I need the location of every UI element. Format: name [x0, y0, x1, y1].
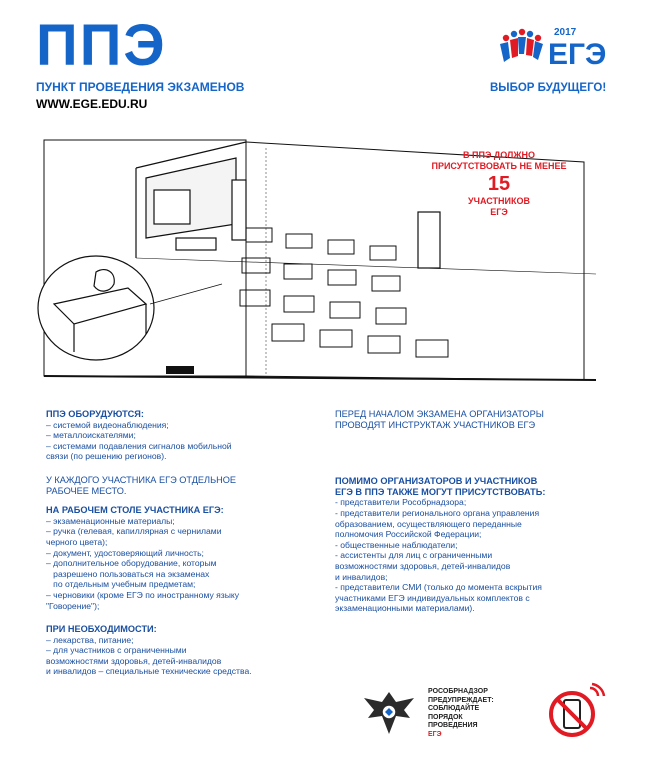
slogan: ВЫБОР БУДУЩЕГО! — [490, 82, 607, 94]
table-item: – дополнительное оборудование, которым — [46, 558, 217, 569]
left-column — [46, 409, 316, 677]
also-item: - представители Рособрнадзора; — [335, 497, 467, 508]
footer-line3: СОБЛЮДАЙТЕ — [428, 705, 480, 712]
table-item: – черновики (кроме ЕГЭ по иностранному языку — [46, 589, 240, 600]
website-link[interactable]: WWW.EGE.EDU.RU — [36, 97, 148, 111]
footer-line6: ЕГЭ — [428, 730, 442, 738]
need-item: возможностями здоровья, детей-инвалидов — [46, 655, 222, 666]
also-item: и инвалидов; — [335, 571, 388, 582]
note-line2: ПРИСУТСТВОВАТЬ НЕ МЕНЕЕ — [431, 161, 567, 171]
no-phone-icon — [546, 682, 606, 740]
footer-line5: ПРОВЕДЕНИЯ — [428, 722, 478, 729]
table-item: – документ, удостоверяющий личность; — [46, 547, 204, 558]
equip-item: связи (по решению регионов). — [46, 451, 167, 462]
also-item: полномочия Российской Федерации; — [335, 529, 482, 540]
table-heading: НА РАБОЧЕМ СТОЛЕ УЧАСТНИКА ЕГЭ: — [46, 505, 224, 516]
page-title: ППЭ — [36, 13, 167, 78]
right-column — [335, 409, 605, 614]
table-item: "Говорение"); — [46, 600, 100, 611]
ege-logo — [488, 22, 628, 82]
table-item: по отдельным учебным предметам; — [46, 579, 196, 590]
briefing-line1: ПЕРЕД НАЧАЛОМ ЭКЗАМЕНА ОРГАНИЗАТОРЫ — [335, 409, 544, 419]
footer-warning — [428, 688, 498, 739]
also-item: - общественные наблюдатели; — [335, 539, 458, 550]
footer-line1: РОСОБРНАДЗОР — [428, 688, 488, 695]
desk-line2: РАБОЧЕЕ МЕСТО. — [46, 485, 127, 496]
table-item: – экзаменационные материалы; — [46, 515, 175, 526]
also-heading1: ПОМИМО ОРГАНИЗАТОРОВ И УЧАСТНИКОВ — [335, 476, 538, 487]
logo-text: ЕГЭ — [548, 38, 607, 71]
note-line1: В ППЭ ДОЛЖНО — [463, 150, 535, 160]
desk-line1: У КАЖДОГО УЧАСТНИКА ЕГЭ ОТДЕЛЬНОЕ — [46, 474, 237, 485]
also-item: - представители СМИ (только до момента вскрытия — [335, 582, 542, 593]
note-line3: УЧАСТНИКОВ — [468, 196, 530, 206]
footer-line2: ПРЕДУПРЕЖДАЕТ: — [428, 696, 494, 704]
emblem-icon — [360, 688, 418, 738]
also-item: образованием, осуществляющего переданные — [335, 518, 522, 529]
equip-heading: ППЭ ОБОРУДУЮТСЯ: — [46, 409, 144, 419]
note-number: 15 — [487, 173, 511, 195]
also-item: участниками ЕГЭ индивидуальных комплектов с — [335, 592, 530, 603]
need-item: – для участников с ограниченными — [46, 645, 187, 656]
also-heading2: ЕГЭ В ППЭ ТАКЖЕ МОГУТ ПРИСУТСТВОВАТЬ: — [335, 486, 546, 497]
people-figures-icon — [500, 29, 543, 62]
logo-year: 2017 — [554, 27, 577, 38]
also-item: - ассистенты для лиц с ограниченными — [335, 550, 493, 561]
table-item: – ручка (гелевая, капиллярная с чернилами — [46, 526, 222, 537]
need-item: – лекарства, питание; — [46, 634, 134, 645]
note-line4: ЕГЭ — [490, 207, 508, 217]
need-heading: ПРИ НЕОБХОДИМОСТИ: — [46, 624, 157, 635]
footer-line4: ПОРЯДОК — [428, 713, 463, 721]
page-subtitle: ПУНКТ ПРОВЕДЕНИЯ ЭКЗАМЕНОВ — [36, 80, 245, 94]
participants-note — [430, 150, 568, 218]
equip-item: – системами подавления сигналов мобильной — [46, 440, 232, 451]
equip-item: – металлоискателями; — [46, 430, 136, 441]
table-item: разрешено пользоваться на экзаменах — [46, 568, 210, 579]
briefing-line2: ПРОВОДЯТ ИНСТРУКТАЖ УЧАСТНИКОВ ЕГЭ — [335, 419, 536, 430]
equip-item: – системой видеонаблюдения; — [46, 419, 169, 430]
table-item: черного цвета); — [46, 536, 108, 547]
also-item: - представители регионального органа управления — [335, 507, 540, 518]
also-item: возможностями здоровья, детей-инвалидов — [335, 560, 511, 571]
need-item: и инвалидов – специальные технические средства. — [46, 666, 252, 677]
also-item: экзаменационными материалами). — [335, 603, 475, 614]
